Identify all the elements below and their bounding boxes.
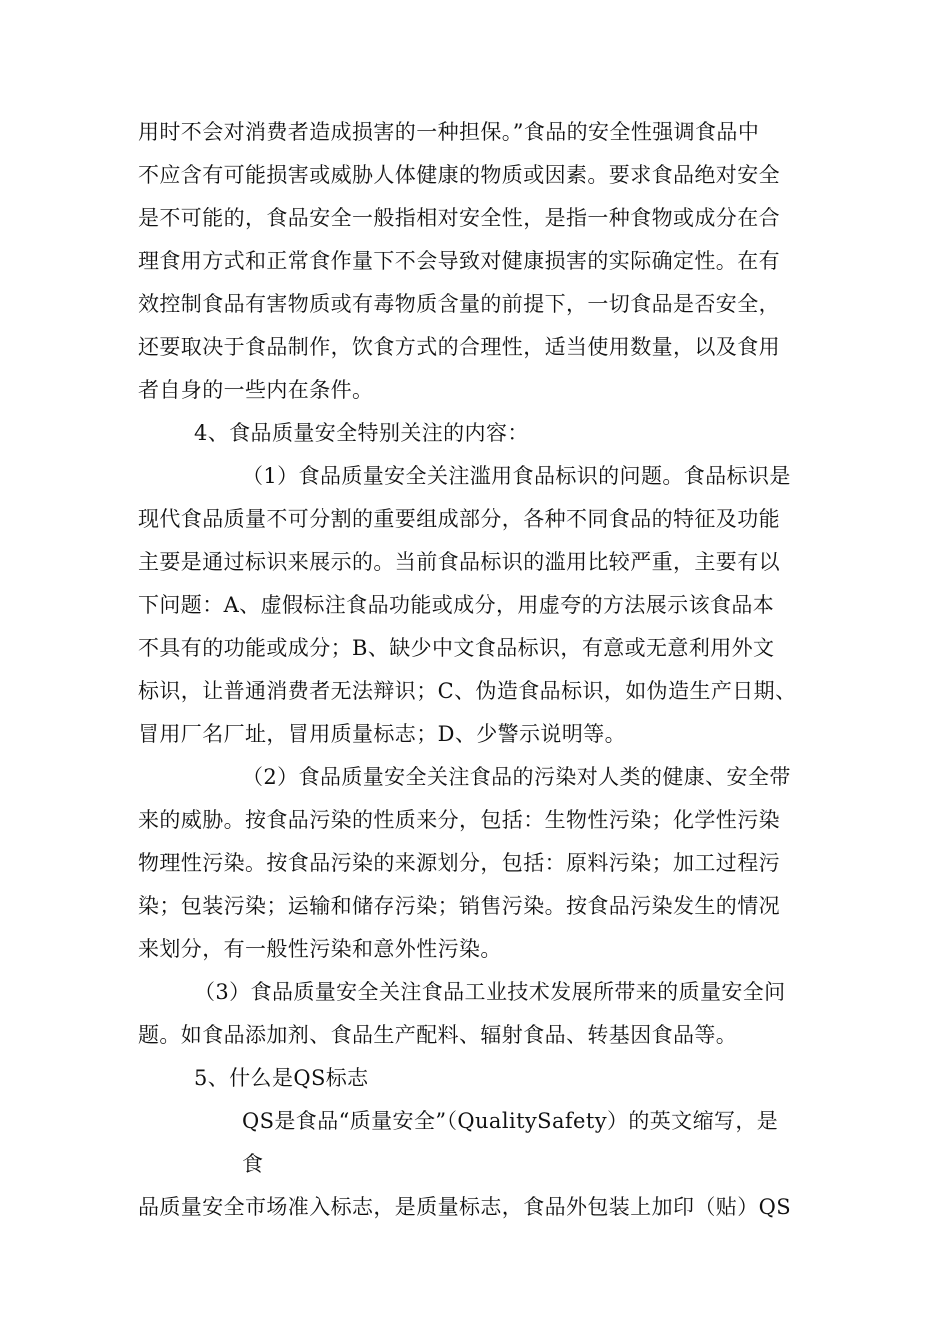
text-line: （3）食品质量安全关注食品工业技术发展所带来的质量安全问 [194, 980, 786, 1004]
text-line: 不应含有可能损害或威胁人体健康的物质或因素。要求食品绝对安全 [138, 163, 780, 187]
text-line: QS是食品“质量安全”（QualitySafety）的英文缩写，是 [242, 1109, 779, 1133]
text-line: 题。如食品添加剂、食品生产配料、辐射食品、转基因食品等。 [138, 1023, 738, 1047]
text-line: 用时不会对消费者造成损害的一种担保。”食品的安全性强调食品中 [138, 120, 760, 144]
text-line: 食 [242, 1152, 264, 1176]
text-line: 染；包装污染；运输和储存污染；销售污染。按食品污染发生的情况 [138, 894, 780, 918]
text-line: 来的威胁。按食品污染的性质来分，包括：生物性污染；化学性污染 [138, 808, 780, 832]
section-heading: 4、食品质量安全特别关注的内容： [194, 421, 529, 445]
text-line: 理食用方式和正常食作量下不会导致对健康损害的实际确定性。在有 [138, 249, 780, 273]
section-heading: 5、什么是QS标志 [194, 1066, 369, 1090]
text-line: 者自身的一些内在条件。 [138, 378, 374, 402]
text-line: 不具有的功能或成分；B、缺少中文食品标识，有意或无意利用外文 [138, 636, 775, 660]
text-line: （2）食品质量安全关注食品的污染对人类的健康、安全带 [242, 765, 791, 789]
text-line: 是不可能的，食品安全一般指相对安全性，是指一种食物或成分在合 [138, 206, 780, 230]
text-line: 主要是通过标识来展示的。当前食品标识的滥用比较严重，主要有以 [138, 550, 780, 574]
text-line: 还要取决于食品制作，饮食方式的合理性，适当使用数量，以及食用 [138, 335, 780, 359]
text-line: 来划分，有一般性污染和意外性污染。 [138, 937, 502, 961]
text-line: 现代食品质量不可分割的重要组成部分，各种不同食品的特征及功能 [138, 507, 780, 531]
text-line: 效控制食品有害物质或有毒物质含量的前提下，一切食品是否安全， [138, 292, 780, 316]
text-line: 冒用厂名厂址，冒用质量标志；D、少警示说明等。 [138, 722, 627, 746]
text-line: 品质量安全市场准入标志，是质量标志，食品外包装上加印（贴）QS [138, 1195, 791, 1219]
text-line: （1）食品质量安全关注滥用食品标识的问题。食品标识是 [242, 464, 791, 488]
text-line: 下问题：A、虚假标注食品功能或成分，用虚夸的方法展示该食品本 [138, 593, 775, 617]
text-line: 物理性污染。按食品污染的来源划分，包括：原料污染；加工过程污 [138, 851, 780, 875]
text-line: 标识，让普通消费者无法辩识；C、伪造食品标识，如伪造生产日期、 [138, 679, 797, 703]
